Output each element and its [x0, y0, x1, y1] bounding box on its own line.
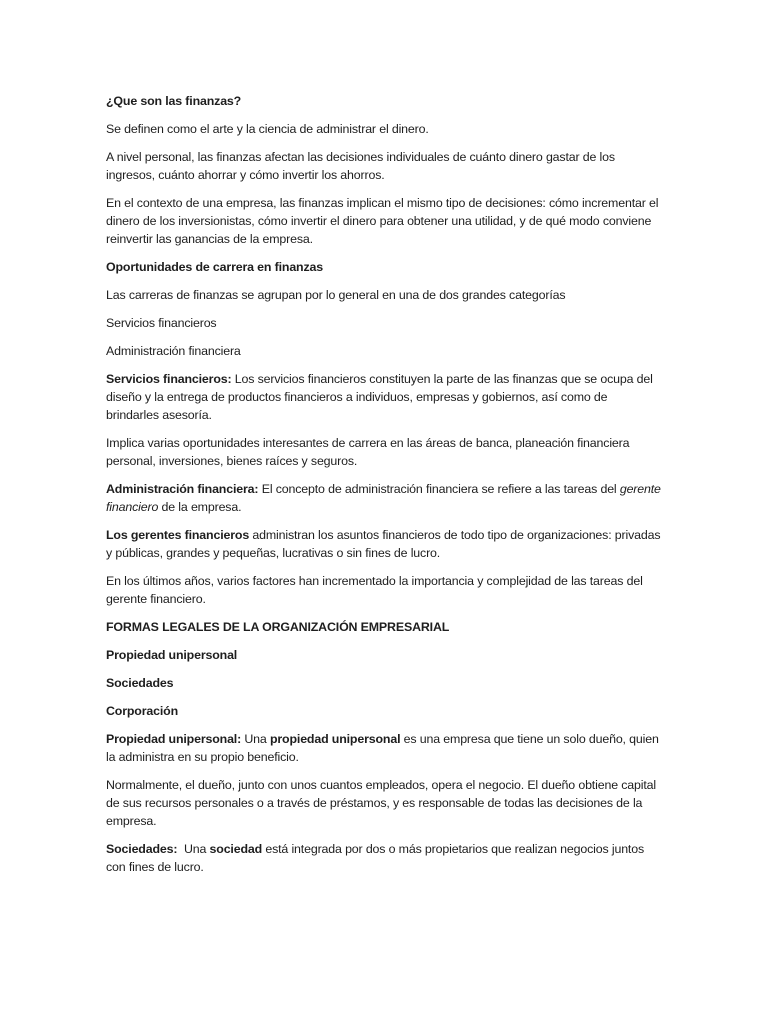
- term-gerentes-financieros: Los gerentes financieros: [106, 528, 250, 542]
- paragraph-propiedad-unipersonal: [106, 730, 662, 766]
- list-item-sociedades: Sociedades: [106, 676, 174, 690]
- term-sociedades: Sociedades:: [106, 842, 178, 856]
- paragraph-contexto-empresa: En el contexto de una empresa, las finanzas implican el mismo tipo de decisiones: cómo incrementar el dinero de los inversionistas, cómo invertir el dinero para obtener una utilidad, y de qué modo conviene reinvertir las ganancias de la empresa.: [106, 196, 659, 246]
- paragraph-carreras-categorias: Las carreras de finanzas se agrupan por lo general en una de dos grandes categorías: [106, 288, 566, 302]
- text-propiedad-unipersonal-1: Una: [241, 732, 270, 746]
- document-body: [106, 92, 662, 886]
- paragraph-definicion: Se definen como el arte y la ciencia de administrar el dinero.: [106, 122, 429, 136]
- text-propiedad-unipersonal-2: es una empresa que tiene un solo dueño, quien la administra en su propio beneficio.: [106, 732, 659, 764]
- paragraph-gerentes-financieros: [106, 526, 662, 562]
- paragraph-nivel-personal: A nivel personal, las finanzas afectan las decisiones individuales de cuánto dinero gastar de los ingresos, cuánto ahorrar y cómo invertir los ahorros.: [106, 150, 615, 182]
- paragraph-ultimos-anos: En los últimos años, varios factores han incrementado la importancia y complejidad de las tareas del gerente financiero.: [106, 574, 643, 606]
- list-item-administracion-financiera: Administración financiera: [106, 344, 241, 358]
- heading-formas-legales: FORMAS LEGALES DE LA ORGANIZACIÓN EMPRESARIAL: [106, 620, 450, 634]
- paragraph-administracion-financiera: [106, 480, 662, 516]
- paragraph-dueno: Normalmente, el dueño, junto con unos cuantos empleados, opera el negocio. El dueño obtiene capital de sus recursos personales o a través de préstamos, y es responsable de todas las decisiones de la empresa.: [106, 778, 656, 828]
- term-sociedad: sociedad: [209, 842, 263, 856]
- paragraph-oportunidades: Implica varias oportunidades interesantes de carrera en las áreas de banca, planeación financiera personal, inversiones, bienes raíces y seguros.: [106, 436, 630, 468]
- text-administracion-end: de la empresa.: [158, 500, 242, 514]
- heading-oportunidades-carrera: Oportunidades de carrera en finanzas: [106, 260, 324, 274]
- list-item-corporacion: Corporación: [106, 704, 179, 718]
- text-sociedades-1: Una: [177, 842, 210, 856]
- term-servicios-financieros: Servicios financieros:: [106, 372, 232, 386]
- paragraph-sociedades: [106, 840, 662, 876]
- term-gerente-financiero: gerente financiero: [106, 482, 661, 514]
- heading-que-son-finanzas: ¿Que son las finanzas?: [106, 94, 242, 108]
- term-propiedad-unipersonal-2: propiedad unipersonal: [269, 732, 401, 746]
- list-item-servicios-financieros: Servicios financieros: [106, 316, 217, 330]
- text-gerentes-financieros: administran los asuntos financieros de todo tipo de organizaciones: privadas y públicas, grandes y pequeñas, lucrativas o sin fines de lucro.: [106, 528, 661, 560]
- text-sociedades-2: está integrada por dos o más propietarios que realizan negocios juntos con fines de lucro.: [106, 842, 648, 874]
- term-administracion-financiera: Administración financiera:: [106, 482, 259, 496]
- list-item-propiedad-unipersonal: Propiedad unipersonal: [106, 648, 238, 662]
- text-servicios-financieros: Los servicios financieros constituyen la parte de las finanzas que se ocupa del diseño y la entrega de productos financieros a individuos, empresas y gobiernos, así como de brindarles asesoría.: [106, 372, 653, 422]
- paragraph-servicios-financieros: [106, 370, 662, 424]
- term-propiedad-unipersonal: Propiedad unipersonal:: [106, 732, 242, 746]
- text-administracion-financiera: El concepto de administración financiera se refiere a las tareas del: [258, 482, 620, 496]
